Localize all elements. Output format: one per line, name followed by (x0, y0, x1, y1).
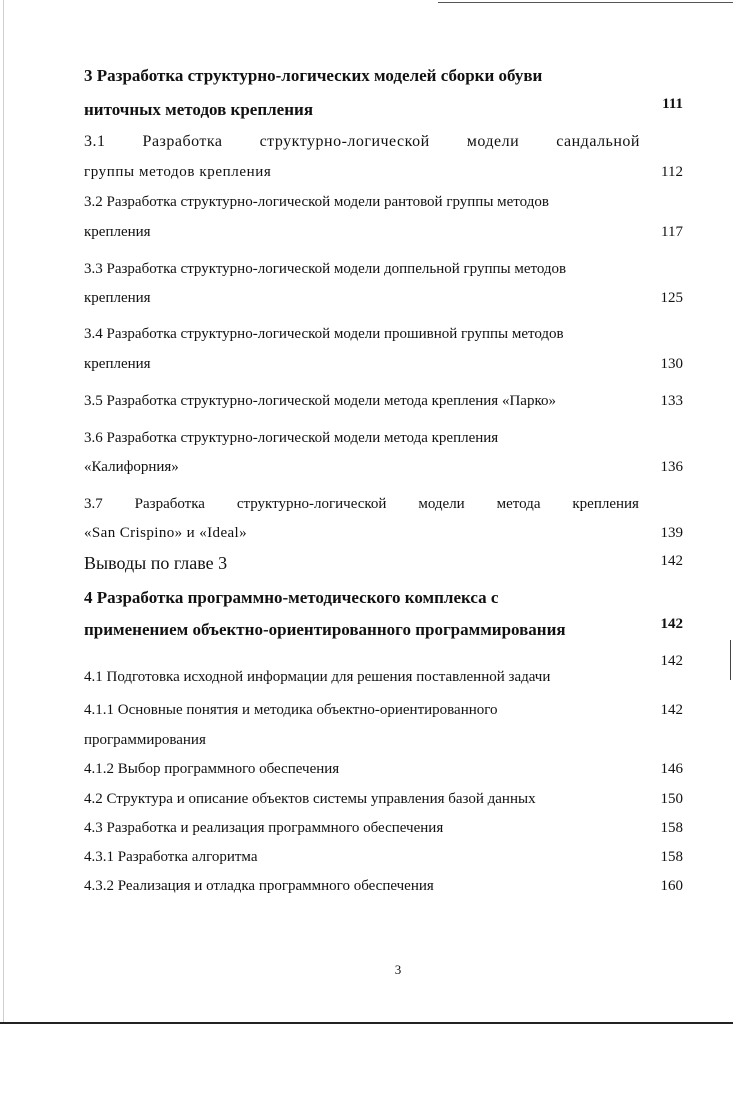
toc-page-number: 111 (662, 96, 683, 112)
scan-mark-right (730, 640, 731, 680)
toc-word: Разработка (142, 133, 223, 150)
toc-title: 4.2 Структура и описание объектов системы управления базой данных (84, 791, 536, 807)
toc-page-number: 160 (660, 878, 683, 894)
toc-page-number: 130 (660, 356, 683, 372)
toc-title: 3.4 Разработка структурно-логической модели прошивной группы методов (84, 326, 564, 342)
toc-title: 4.1.1 Основные понятия и методика объектно-ориентированного (84, 702, 498, 718)
toc-word: модели (418, 496, 465, 512)
scan-edge-bottom (0, 1022, 733, 1024)
toc-word: структурно-логической (236, 496, 387, 512)
toc-title: 4 Разработка программно-методического комплекса с (84, 588, 499, 607)
toc-title: крепления (84, 356, 151, 372)
toc-word: 3.7 (84, 496, 103, 512)
toc-title: 3.5 Разработка структурно-логической модели метода крепления «Парко» (84, 393, 556, 409)
toc-title (84, 496, 639, 513)
toc-title: применением объектно-ориентированного программирования (84, 620, 566, 639)
toc-page-number: 142 (660, 553, 683, 569)
toc-page-number: 139 (660, 525, 683, 541)
toc-title: 3 Разработка структурно-логических моделей сборки обуви (84, 66, 543, 85)
toc-title: 4.3.2 Реализация и отладка программного обеспечения (84, 878, 434, 894)
toc-page-number: 133 (660, 393, 683, 409)
toc-page-number: 142 (660, 702, 683, 718)
toc-title: крепления (84, 224, 151, 240)
toc-word: сандальной (556, 133, 640, 150)
toc-page-number: 146 (660, 761, 683, 777)
toc-title: 4.1 Подготовка исходной информации для решения поставленной задачи (84, 669, 551, 685)
toc-word: модели (466, 133, 520, 150)
scan-edge-left (3, 0, 4, 1022)
toc-word: крепления (572, 496, 639, 512)
toc-title (84, 133, 640, 151)
toc-page-number: 125 (660, 290, 683, 306)
toc-title: 3.2 Разработка структурно-логической модели рантовой группы методов (84, 194, 549, 210)
toc-title: крепления (84, 290, 151, 306)
toc-page-number: 158 (660, 820, 683, 836)
toc-page-number: 142 (660, 616, 683, 632)
toc-title: группы методов крепления (84, 164, 272, 180)
toc-page-number: 136 (660, 459, 683, 475)
toc-title: 3.3 Разработка структурно-логической модели доппельной группы методов (84, 261, 567, 277)
toc-title: 4.3.1 Разработка алгоритма (84, 849, 258, 865)
toc-page-number: 117 (661, 224, 683, 240)
page-number: 3 (394, 962, 402, 977)
toc-word: 3.1 (84, 133, 106, 150)
toc-title: «Калифорния» (84, 459, 179, 475)
scan-edge-top (438, 2, 733, 3)
toc-word: структурно-логической (259, 133, 430, 150)
toc-word: метода (496, 496, 541, 512)
toc-page-number: 150 (660, 791, 683, 807)
toc-title: «San Crispino» и «Ideal» (84, 525, 248, 541)
toc-title: программирования (84, 732, 206, 748)
toc-page-number: 142 (660, 653, 683, 669)
toc-word: Разработка (134, 496, 205, 512)
toc-title: 4.3 Разработка и реализация программного обеспечения (84, 820, 444, 836)
toc-title: 3.6 Разработка структурно-логической модели метода крепления (84, 430, 499, 446)
toc-title: 4.1.2 Выбор программного обеспечения (84, 761, 340, 777)
toc-page-number: 112 (661, 164, 683, 180)
toc-page-number: 158 (660, 849, 683, 865)
toc-title: Выводы по главе 3 (84, 553, 228, 573)
toc-title: ниточных методов крепления (84, 100, 314, 119)
